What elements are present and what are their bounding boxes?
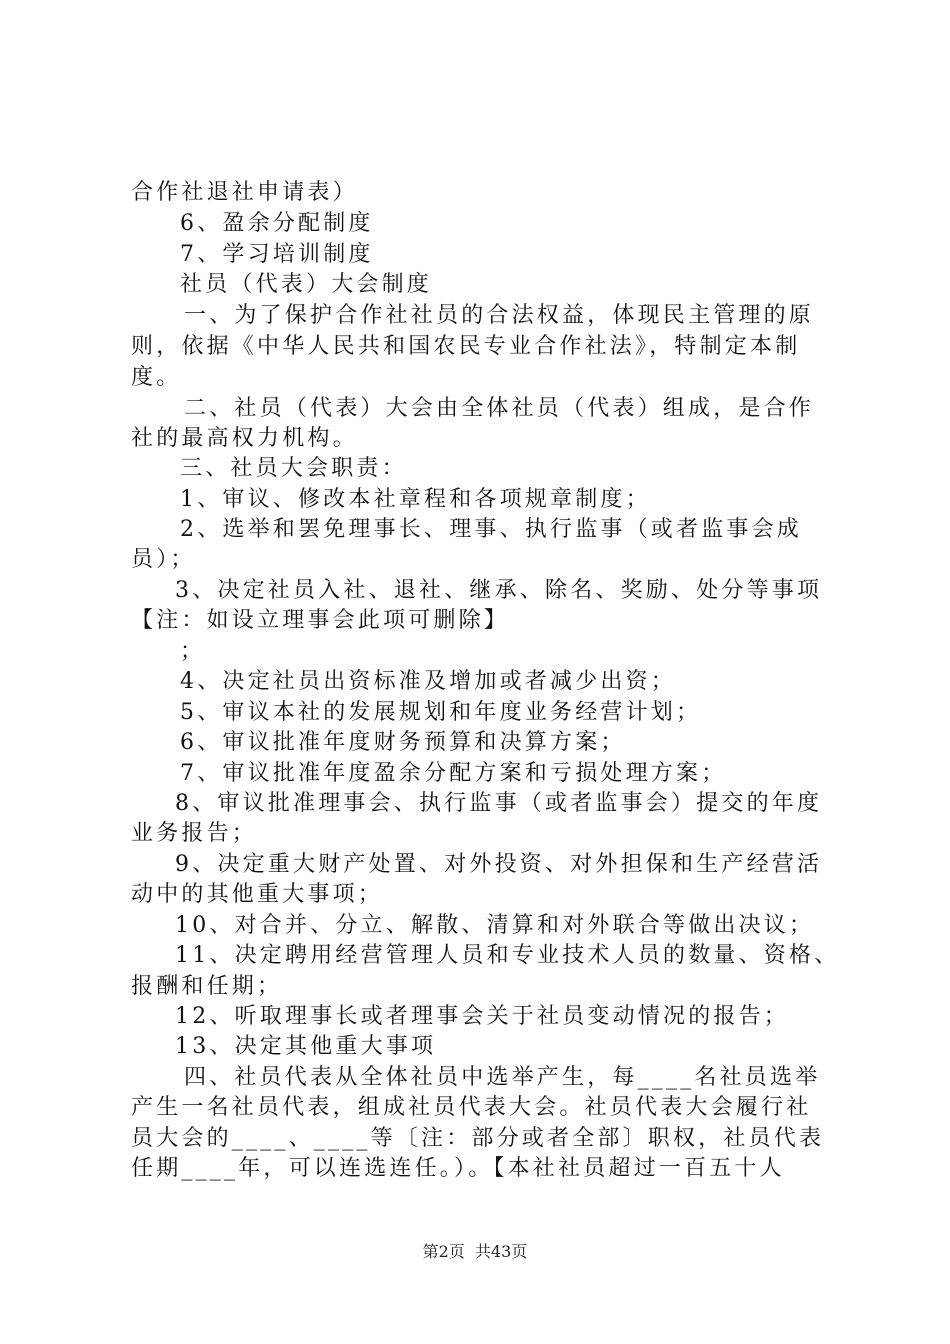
text-line-27: 报酬和任期； [131, 974, 283, 999]
text-line-16: ； [180, 639, 206, 664]
section-heading: 社员（代表）大会制度 [180, 272, 433, 297]
text-line-30: 四、社员代表从全体社员中选举产生，每____名社员选举 [184, 1065, 821, 1090]
text-line-1: 合作社退社申请表） [131, 180, 358, 205]
text-line-25: 10、对合并、分立、解散、清算和对外联合等做出决议； [175, 913, 815, 938]
text-line-29: 13、决定其他重大事项 [175, 1034, 437, 1059]
text-line-18: 5、审议本社的发展规划和年度业务经营计划； [180, 700, 702, 725]
page-footer: 第2页 共43页 [422, 1242, 528, 1261]
text-line-21: 8、审议批准理事会、执行监事（或者监事会）提交的年度 [175, 791, 823, 816]
text-line-31: 产生一名社员代表，组成社员代表大会。社员代表大会履行社 [131, 1095, 812, 1120]
text-line-7: 度。 [131, 365, 182, 390]
text-line-12: 2、选举和罢免理事长、理事、执行监事（或者监事会成 [180, 517, 802, 542]
text-line-9: 社的最高权力机构。 [131, 426, 358, 451]
text-line-14: 3、决定社员入社、退社、继承、除名、奖励、处分等事项 [175, 578, 823, 603]
text-line-28: 12、听取理事长或者理事会关于社员变动情况的报告； [175, 1004, 789, 1029]
text-line-13: 员）； [131, 547, 196, 572]
text-line-15: 【注：如设立理事会此项可删除】 [131, 608, 510, 633]
text-line-19: 6、审议批准年度财务预算和决算方案； [180, 730, 626, 755]
text-line-23: 9、决定重大财产处置、对外投资、对外担保和生产经营活 [175, 852, 823, 877]
text-line-17: 4、决定社员出资标准及增加或者减少出资； [180, 669, 676, 694]
text-line-24: 动中的其他重大事项； [131, 882, 384, 907]
text-line-8: 二、社员（代表）大会由全体社员（代表）组成，是合作 [184, 396, 815, 421]
text-line-26: 11、决定聘用经营管理人员和专业技术人员的数量、资格、 [175, 943, 840, 968]
text-line-2: 6、盈余分配制度 [180, 211, 374, 236]
text-line-11: 1、审议、修改本社章程和各项规章制度； [180, 487, 651, 512]
text-line-10: 三、社员大会职责： [180, 456, 407, 481]
text-line-20: 7、审议批准年度盈余分配方案和亏损处理方案； [180, 761, 727, 786]
text-line-22: 业务报告； [131, 821, 258, 846]
text-line-32: 员大会的____、____等〔注：部分或者全部〕职权，社员代表 [131, 1126, 825, 1151]
text-line-6: 则，依据《中华人民共和国农民专业合作社法》，特制定本制 [131, 334, 801, 359]
text-line-33: 任期____年，可以连选连任。）。【本社社员超过一百五十人 [131, 1156, 785, 1181]
text-line-3: 7、学习培训制度 [180, 242, 374, 267]
text-line-5: 一、为了保护合作社社员的合法权益，体现民主管理的原 [184, 303, 815, 328]
